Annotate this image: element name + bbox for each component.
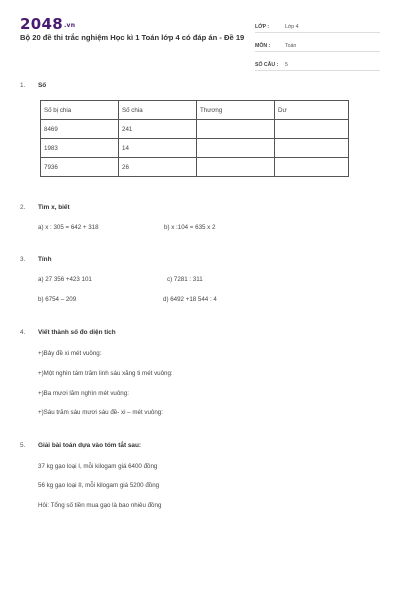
document-title: Bộ 20 đề thi trắc nghiệm Học kì 1 Toán lớp 4 có đáp án - Đề 19	[20, 33, 245, 42]
table-cell: 1983	[41, 139, 119, 158]
question-number: 2.	[20, 204, 26, 211]
meta-row-grade	[255, 16, 380, 33]
question-4-heading	[20, 329, 380, 336]
meta-label: MÔN :	[255, 43, 271, 49]
meta-value: Lớp 4	[285, 24, 299, 30]
table-cell	[275, 120, 349, 139]
question-3-part-a: a) 27 356 +423 101	[38, 276, 92, 283]
question-title: Tìm x, biết	[38, 204, 70, 211]
table-row	[41, 139, 349, 158]
table-row	[41, 158, 349, 177]
division-table	[40, 100, 349, 177]
question-3-part-b: b) 6754 – 209	[38, 296, 77, 303]
question-3-heading	[20, 256, 380, 263]
table-header-row	[41, 101, 349, 120]
question-4-line: +)Một nghìn tám trăm linh sáu xăng ti mét vuông:	[38, 370, 173, 377]
question-number: 4.	[20, 329, 26, 336]
logo-suffix: .vn	[63, 22, 76, 29]
table-cell	[275, 139, 349, 158]
logo-text: 2048	[20, 15, 63, 33]
table-header-cell: Dư	[275, 101, 349, 120]
question-number: 1.	[20, 82, 26, 89]
question-3-part-c: c) 7281 : 311	[167, 276, 203, 283]
question-title: Viết thành số đo diện tích	[38, 329, 116, 336]
table-cell	[197, 120, 275, 139]
question-5-line: 37 kg gạo loại I, mỗi kilogam giá 6400 đồng	[38, 463, 158, 470]
meta-panel	[255, 16, 380, 73]
table-cell: 7936	[41, 158, 119, 177]
meta-row-count	[255, 54, 380, 71]
question-5-heading	[20, 442, 380, 449]
table-header-cell: Số chia	[119, 101, 197, 120]
table-cell	[197, 158, 275, 177]
question-2-part-b: b) x :104 = 635 x 2	[164, 224, 216, 231]
question-5-line: Hỏi: Tổng số tiền mua gạo là bao nhiêu đồng	[38, 502, 162, 509]
question-title: Tính	[38, 256, 52, 263]
question-2-part-a: a) x : 305 = 642 + 318	[38, 224, 99, 231]
table-header-cell: Thương	[197, 101, 275, 120]
table-cell: 8469	[41, 120, 119, 139]
question-title: Số	[38, 82, 47, 89]
question-3-part-d: d) 6492 +18 544 : 4	[163, 296, 217, 303]
table-cell: 14	[119, 139, 197, 158]
question-4-line: +)Ba mươi lăm nghìn mét vuông:	[38, 390, 129, 397]
question-number: 5.	[20, 442, 26, 449]
question-2-heading	[20, 204, 380, 211]
meta-value: 5	[285, 62, 288, 68]
question-4-line: +)Bảy đề xi mét vuông:	[38, 350, 102, 357]
question-1-heading	[20, 82, 380, 89]
meta-label: SỐ CÂU :	[255, 62, 279, 68]
table-cell: 241	[119, 120, 197, 139]
question-5-line: 56 kg gạo loại II, mỗi kilogam giá 5200 đồng	[38, 482, 160, 489]
question-4-line: +)Sáu trăm sáu mươi sáu đề- xi – mét vuông:	[38, 409, 163, 416]
table-row	[41, 120, 349, 139]
table-cell: 26	[119, 158, 197, 177]
table-cell	[197, 139, 275, 158]
site-logo[interactable]	[20, 15, 75, 33]
table-header-cell: Số bị chia	[41, 101, 119, 120]
question-number: 3.	[20, 256, 26, 263]
table-cell	[275, 158, 349, 177]
meta-label: LỚP :	[255, 24, 270, 30]
meta-row-subject	[255, 35, 380, 52]
meta-value: Toán	[285, 43, 297, 49]
question-title: Giải bài toán dựa vào tóm tắt sau:	[38, 442, 141, 449]
